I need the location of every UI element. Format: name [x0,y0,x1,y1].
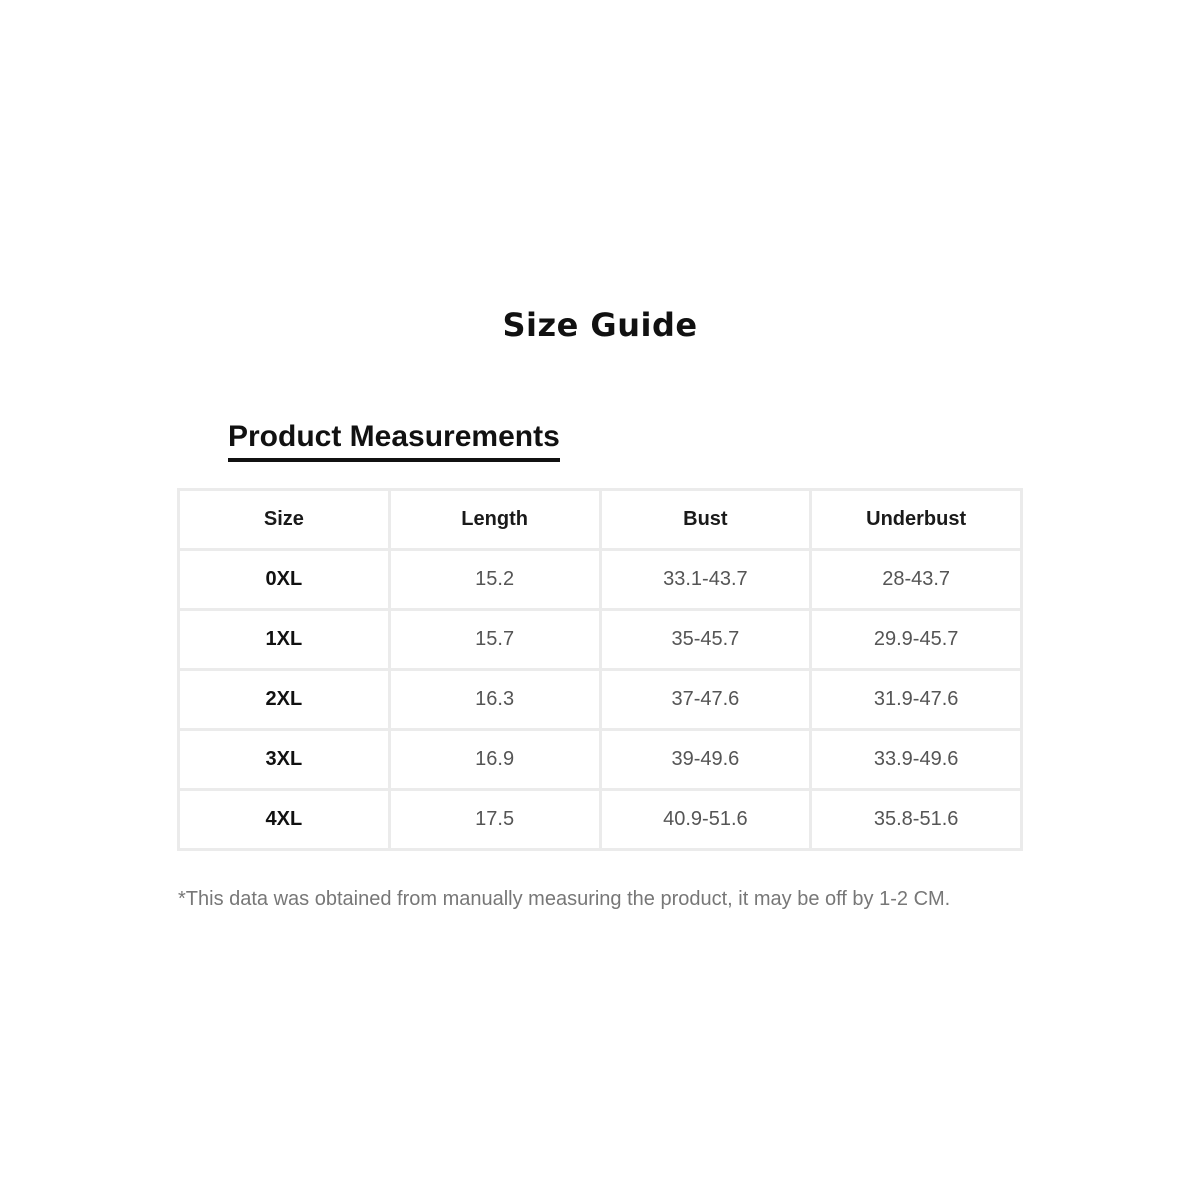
bust-cell: 33.1-43.7 [600,550,811,610]
bust-cell: 37-47.6 [600,670,811,730]
table-row [179,550,1022,610]
size-cell: 2XL [179,670,390,730]
underbust-cell: 31.9-47.6 [811,670,1022,730]
size-cell: 4XL [179,790,390,850]
size-table [177,488,1023,851]
length-cell: 15.2 [389,550,600,610]
bust-cell: 35-45.7 [600,610,811,670]
table-body [179,550,1022,850]
underbust-cell: 29.9-45.7 [811,610,1022,670]
underbust-cell: 35.8-51.6 [811,790,1022,850]
header-underbust: Underbust [811,490,1022,550]
table-row [179,670,1022,730]
table-row [179,610,1022,670]
underbust-cell: 28-43.7 [811,550,1022,610]
header-bust: Bust [600,490,811,550]
size-cell: 1XL [179,610,390,670]
bust-cell: 39-49.6 [600,730,811,790]
size-cell: 3XL [179,730,390,790]
length-cell: 16.9 [389,730,600,790]
header-length: Length [389,490,600,550]
table-header-row [179,490,1022,550]
length-cell: 17.5 [389,790,600,850]
footnote: *This data was obtained from manually measuring the product, it may be off by 1-2 CM. [178,888,951,910]
header-size: Size [179,490,390,550]
length-cell: 16.3 [389,670,600,730]
length-cell: 15.7 [389,610,600,670]
table-header [179,490,1022,550]
table-row [179,790,1022,850]
underbust-cell: 33.9-49.6 [811,730,1022,790]
table-row [179,730,1022,790]
section-title: Product Measurements [228,418,560,462]
size-cell: 0XL [179,550,390,610]
page-title: Size Guide [502,306,698,344]
bust-cell: 40.9-51.6 [600,790,811,850]
